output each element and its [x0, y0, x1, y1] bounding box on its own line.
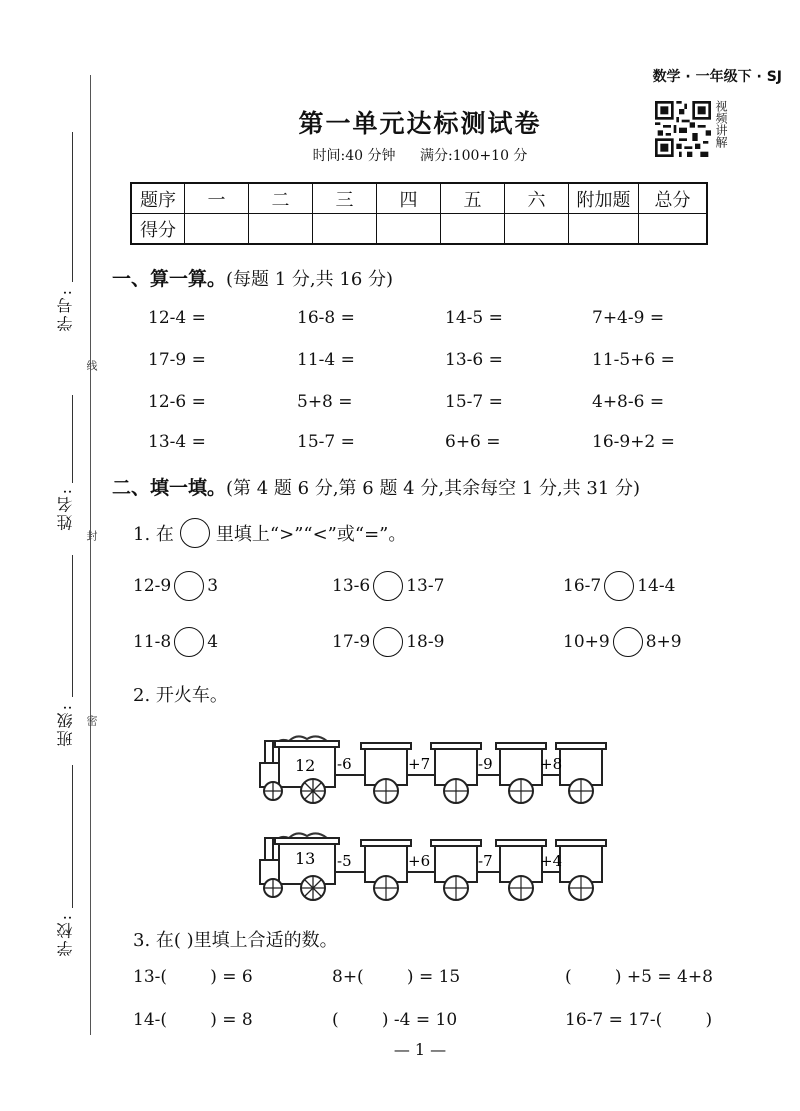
answer-circle[interactable]	[174, 627, 204, 657]
exam-time: 时间:40 分钟	[312, 148, 396, 164]
comparison-left: 16-7	[563, 576, 602, 596]
fill-blank-item: 8+( ) = 15	[332, 967, 461, 987]
question-1-suffix: 里填上“>”“<”或“=”。	[215, 524, 407, 545]
calc-problem: 6+6 =	[445, 432, 501, 452]
answer-circle[interactable]	[373, 627, 403, 657]
calc-problem: 12-4 =	[148, 308, 206, 328]
fill-blank-item: ( ) +5 = 4+8	[565, 967, 713, 987]
comparison-left: 17-9	[332, 632, 371, 652]
circle-icon	[180, 518, 210, 548]
score-header-cell: 总分	[639, 183, 708, 214]
score-header-cell: 附加题	[569, 183, 639, 214]
section-1-note: (每题 1 分,共 16 分)	[226, 269, 394, 290]
student-no-label: 学号:	[56, 288, 75, 332]
train-2	[255, 822, 615, 902]
score-table-score-row	[131, 214, 707, 245]
train-1-op: +8	[540, 755, 563, 773]
calc-problem: 11-5+6 =	[592, 350, 675, 370]
comparison-right: 3	[207, 576, 219, 596]
comparison-left: 12-9	[133, 576, 172, 596]
qr-label: 视频讲解	[714, 100, 728, 148]
page-number: — 1 —	[393, 1040, 447, 1059]
calc-problem: 5+8 =	[297, 392, 353, 412]
binding-mark-secret: 密	[85, 715, 98, 726]
fill-blank-item: ( ) -4 = 10	[332, 1010, 458, 1030]
comparison-item	[563, 627, 682, 657]
comparison-right: 18-9	[406, 632, 445, 652]
score-cell[interactable]	[377, 214, 441, 245]
score-cell[interactable]	[639, 214, 708, 245]
calc-problem: 15-7 =	[445, 392, 503, 412]
question-1-instruction	[133, 518, 406, 548]
comparison-right: 4	[207, 632, 219, 652]
name-label: 姓名:	[56, 487, 75, 531]
train-1-start: 12	[295, 756, 316, 775]
section-2-note: (第 4 题 6 分,第 6 题 4 分,其余每空 1 分,共 31 分)	[226, 478, 641, 499]
calc-problem: 11-4 =	[297, 350, 355, 370]
school-blank[interactable]	[72, 765, 73, 908]
binding-mark-seal: 封	[85, 530, 98, 541]
comparison-item	[332, 571, 444, 601]
fill-blank-item: 13-( ) = 6	[133, 967, 253, 987]
score-header-cell: 四	[377, 183, 441, 214]
calc-problem: 7+4-9 =	[592, 308, 665, 328]
section-1-title: 一、算一算。	[112, 268, 227, 290]
calc-problem: 16-8 =	[297, 308, 355, 328]
binding-mark-line: 线	[85, 360, 98, 371]
train-2-op: -5	[337, 852, 352, 870]
school-label: 学校:	[56, 913, 75, 957]
score-cell[interactable]	[441, 214, 505, 245]
section-2-heading	[112, 473, 640, 500]
train-2-op: +6	[408, 852, 431, 870]
answer-circle[interactable]	[604, 571, 634, 601]
answer-circle[interactable]	[613, 627, 643, 657]
calc-problem: 16-9+2 =	[592, 432, 675, 452]
train-2-start: 13	[295, 849, 316, 868]
score-cell[interactable]	[505, 214, 569, 245]
comparison-right: 14-4	[637, 576, 676, 596]
fill-blank-item: 16-7 = 17-( )	[565, 1010, 713, 1030]
calc-problem: 13-4 =	[148, 432, 206, 452]
section-1-heading	[112, 264, 393, 291]
score-cell[interactable]	[185, 214, 249, 245]
train-1-op: +7	[408, 755, 431, 773]
calc-problem: 4+8-6 =	[592, 392, 665, 412]
comparison-item	[332, 627, 444, 657]
score-cell[interactable]	[313, 214, 377, 245]
class-blank[interactable]	[72, 555, 73, 697]
binding-line	[90, 75, 91, 1035]
question-3-title: 3. 在( )里填上合适的数。	[133, 930, 338, 951]
comparison-item	[133, 627, 218, 657]
comparison-right: 8+9	[645, 632, 682, 652]
score-header-cell: 二	[249, 183, 313, 214]
exam-full-score: 满分:100+10 分	[420, 148, 528, 164]
score-header-cell: 一	[185, 183, 249, 214]
class-label: 班级:	[56, 703, 75, 747]
score-header-cell: 三	[313, 183, 377, 214]
name-blank[interactable]	[72, 395, 73, 483]
comparison-left: 10+9	[563, 632, 610, 652]
page-title: 第一单元达标测试卷	[298, 109, 542, 138]
comparison-right: 13-7	[406, 576, 445, 596]
calc-problem: 13-6 =	[445, 350, 503, 370]
answer-circle[interactable]	[174, 571, 204, 601]
subject-tag: 数学 · 一年级下 · SJ	[652, 69, 782, 85]
question-1-prefix: 1. 在	[133, 524, 174, 545]
score-cell[interactable]	[249, 214, 313, 245]
score-table-header-row	[131, 183, 707, 214]
section-2-title: 二、填一填。	[112, 477, 227, 499]
score-header-cell: 题序	[131, 183, 185, 214]
train-2-op: +4	[540, 852, 563, 870]
train-1	[255, 725, 615, 805]
comparison-item	[133, 571, 218, 601]
score-table	[130, 182, 708, 245]
train-1-op: -6	[337, 755, 352, 773]
score-header-cell: 五	[441, 183, 505, 214]
score-row-label: 得分	[131, 214, 185, 245]
score-header-cell: 六	[505, 183, 569, 214]
comparison-item	[563, 571, 675, 601]
calc-problem: 17-9 =	[148, 350, 206, 370]
calc-problem: 15-7 =	[297, 432, 355, 452]
exam-info	[0, 145, 800, 165]
calc-problem: 14-5 =	[445, 308, 503, 328]
train-1-op: -9	[478, 755, 493, 773]
comparison-left: 11-8	[133, 632, 172, 652]
answer-circle[interactable]	[373, 571, 403, 601]
comparison-left: 13-6	[332, 576, 371, 596]
score-cell[interactable]	[569, 214, 639, 245]
calc-problem: 12-6 =	[148, 392, 206, 412]
fill-blank-item: 14-( ) = 8	[133, 1010, 253, 1030]
train-2-op: -7	[478, 852, 493, 870]
question-2-title: 2. 开火车。	[133, 685, 228, 706]
